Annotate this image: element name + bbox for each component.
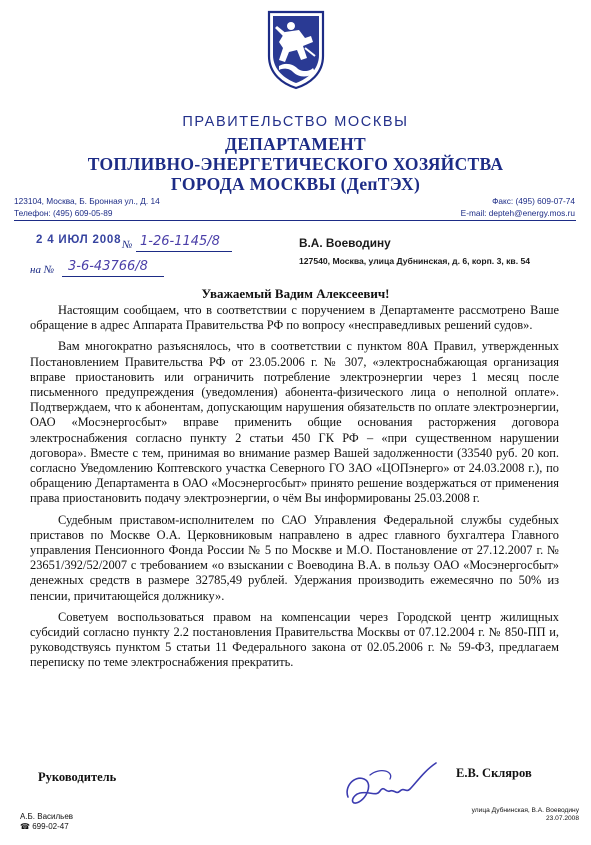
- paragraph-2: Вам многократно разъяснялось, что в соответствии с пунктом 80А Правил, утвержденных Постановлением Правительства РФ от 23.05.2006 г. № 307, «электроснабжающая организация вправе приостановить или ограничить потребление электроэнергии через 1 месяц после письменного предупреждения (уведомления) абонента-физического лица о неполной оплате». Подтверждаем, что к абонентам, допускающим нарушения обязательств по оплате электроэнергии, ОАО «Мосэнергосбыт» вправе применить общие основания расторжения договора электроснабжения согласно пункту 2 статьи 450 ГК РФ – «при существенном нарушении договора». Вместе с тем, принимая во внимание размер Вашей задолженности (33540 руб. 20 коп. согласно Уведомлению Коптевского участка Северного ГО ЗАО «ЦОПэнерго» от 24.03.2008 г.), по обращению Департамента в ОАО «Мосэнергосбыт» принято решение воздержаться от применения права приостановить подачу электроэнергии, о чём Вы информированы 25.03.2008 г.: [30, 339, 559, 506]
- department-email: E-mail: depteh@energy.mos.ru: [460, 208, 575, 218]
- department-title-line1: ДЕПАРТАМЕНТ: [224, 134, 367, 154]
- header-divider: [14, 220, 576, 221]
- paragraph-3: Судебным приставом-исполнителем по САО Управления Федеральной службы судебных приставов по Москве О.А. Церковниковым направлено в адрес главного бухгалтера Главного управления Пенсионного Фонда России № 5 по Москве и М.О. Постановление от 27.12.2007 г. № 23651/392/52/2007 с требованием «о взыскании с Воеводина В.А. в пользу ОАО «Мосэнергосбыт» денежных средств в размере 32785,49 рублей. Удержания производить ежемесячно по 50% из пенсии, причитающейся должнику».: [30, 512, 559, 603]
- reference-number: 3-6-43766/8: [68, 259, 148, 274]
- letter-body: [30, 303, 559, 677]
- signatory-position: Руководитель: [38, 770, 117, 784]
- outgoing-number: 1-26-1145/8: [140, 234, 220, 249]
- executor-phone-row: [20, 822, 73, 832]
- department-fax: Факс: (495) 609-07-74: [492, 196, 575, 206]
- registration-date-stamp: 2 4 ИЮЛ 2008: [36, 234, 122, 246]
- executor-info: [20, 812, 73, 832]
- number-underline: [136, 251, 232, 252]
- receipt-stamp-line1: улица Дубнинская, В.А. Воеводину: [471, 807, 579, 814]
- department-phone: Телефон: (495) 609-05-89: [14, 208, 113, 218]
- moscow-coat-of-arms-icon: [265, 8, 327, 90]
- department-title-line3: ГОРОДА МОСКВЫ (ДепТЭХ): [170, 174, 421, 194]
- executor-phone: 699-02-47: [32, 822, 69, 831]
- government-title: ПРАВИТЕЛЬСТВО МОСКВЫ: [182, 114, 409, 130]
- department-title-line2: ТОПЛИВНО-ЭНЕРГЕТИЧЕСКОГО ХОЗЯЙСТВА: [87, 154, 504, 174]
- receipt-stamp-line2: 23.07.2008: [545, 815, 579, 822]
- addressee-address: 127540, Москва, улица Дубнинская, д. 6, корп. 3, кв. 54: [299, 256, 531, 266]
- phone-icon: ☎: [20, 822, 33, 831]
- number-label: №: [122, 239, 133, 251]
- reference-underline: [62, 276, 164, 277]
- department-address: 123104, Москва, Б. Бронная ул., Д. 14: [14, 196, 160, 206]
- signatory-name: Е.В. Скляров: [456, 766, 532, 780]
- handwritten-signature: [340, 757, 450, 818]
- executor-name: А.Б. Васильев: [20, 812, 74, 821]
- reference-label: на №: [30, 264, 55, 276]
- receipt-stamp: [449, 807, 579, 823]
- paragraph-1: Настоящим сообщаем, что в соответствии с поручением в Департаменте рассмотрено Ваше обращение в адрес Аппарата Правительства РФ по вопросу «несправедливых решений судов».: [30, 303, 559, 333]
- salutation: Уважаемый Вадим Алексеевич!: [201, 286, 390, 301]
- addressee-name: В.А. Воеводину: [299, 236, 391, 250]
- paragraph-4: Советуем воспользоваться правом на компенсации через Городской центр жилищных субсидий согласно пункту 2.2 постановления Правительства Москвы от 07.12.2004 г. № 850-ПП и, руководствуясь пунктом 5 статьи 11 Федерального закона от 02.05.2006 г. № 59-ФЗ, предлагаем переписку по теме электроснабжения прекратить.: [30, 609, 559, 670]
